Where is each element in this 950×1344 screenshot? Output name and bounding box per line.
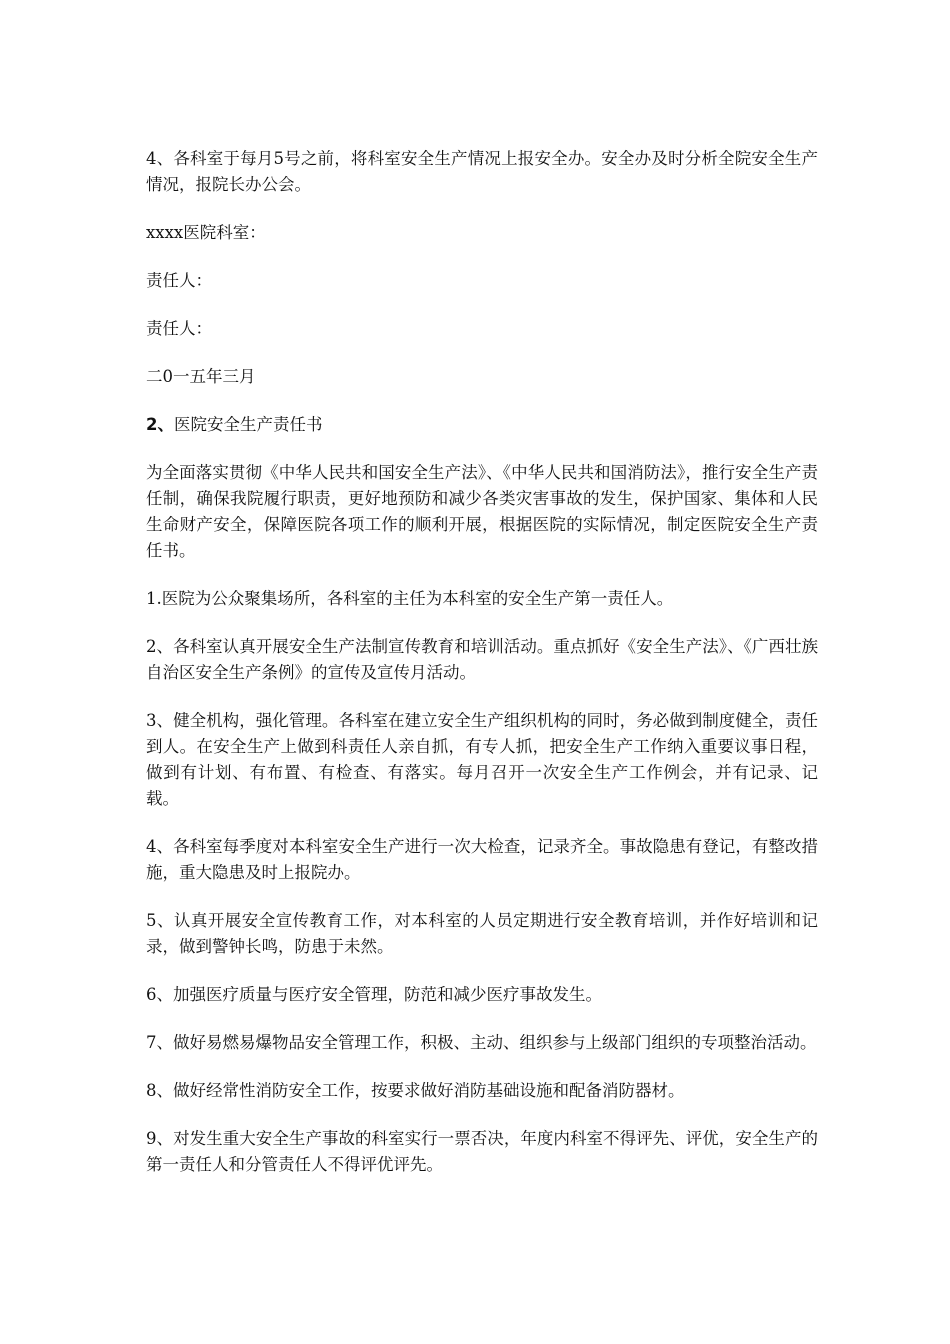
clause-3: 3、健全机构，强化管理。各科室在建立安全生产组织机构的同时，务必做到制度健全，责任到人。在安全生产上做到科责任人亲自抓，有专人抓，把安全生产工作纳入重要议事日程，做到有计划、有布置、有检查、有落实。每月召开一次安全生产工作例会，并有记录、记载。: [146, 711, 818, 808]
clause-8: 8、做好经常性消防安全工作，按要求做好消防基础设施和配备消防器材。: [146, 1081, 685, 1100]
clause-7: 7、做好易燃易爆物品安全管理工作，积极、主动、组织参与上级部门组织的专项整治活动。: [146, 1033, 817, 1052]
clause-2: 2、各科室认真开展安全生产法制宣传教育和培训活动。重点抓好《安全生产法》、《广西壮族自治区安全生产条例》的宣传及宣传月活动。: [146, 637, 818, 682]
intro-paragraph: 为全面落实贯彻《中华人民共和国安全生产法》、《中华人民共和国消防法》，推行安全生产责任制，确保我院履行职责，更好地预防和减少各类灾害事故的发生，保护国家、集体和人民生命财产安全，保障医院各项工作的顺利开展，根据医院的实际情况，制定医院安全生产责任书。: [146, 463, 818, 560]
section-heading: [146, 412, 818, 438]
responsible-person-line-2: 责任人：: [146, 319, 212, 338]
paragraph-item-4-report: 4、各科室于每月5号之前，将科室安全生产情况上报安全办。安全办及时分析全院安全生产情况，报院长办公会。: [146, 149, 818, 194]
clause-4: 4、各科室每季度对本科室安全生产进行一次大检查，记录齐全。事故隐患有登记，有整改措施，重大隐患及时上报院办。: [146, 837, 818, 882]
clause-6: 6、加强医疗质量与医疗安全管理，防范和减少医疗事故发生。: [146, 985, 602, 1004]
responsible-person-line-1: 责任人：: [146, 271, 212, 290]
date-line: 二0一五年三月: [146, 367, 256, 386]
section-number: 2、: [146, 415, 174, 434]
clause-1: 1.医院为公众聚集场所，各科室的主任为本科室的安全生产第一责任人。: [146, 589, 674, 608]
document-body: [146, 146, 818, 1200]
section-title: 医院安全生产责任书: [173, 415, 323, 434]
department-line: xxxx医院科室：: [146, 223, 266, 242]
clause-5: 5、认真开展安全宣传教育工作，对本科室的人员定期进行安全教育培训，并作好培训和记录，做到警钟长鸣，防患于未然。: [146, 911, 818, 956]
clause-9: 9、对发生重大安全生产事故的科室实行一票否决，年度内科室不得评先、评优，安全生产的第一责任人和分管责任人不得评优评先。: [146, 1129, 818, 1174]
